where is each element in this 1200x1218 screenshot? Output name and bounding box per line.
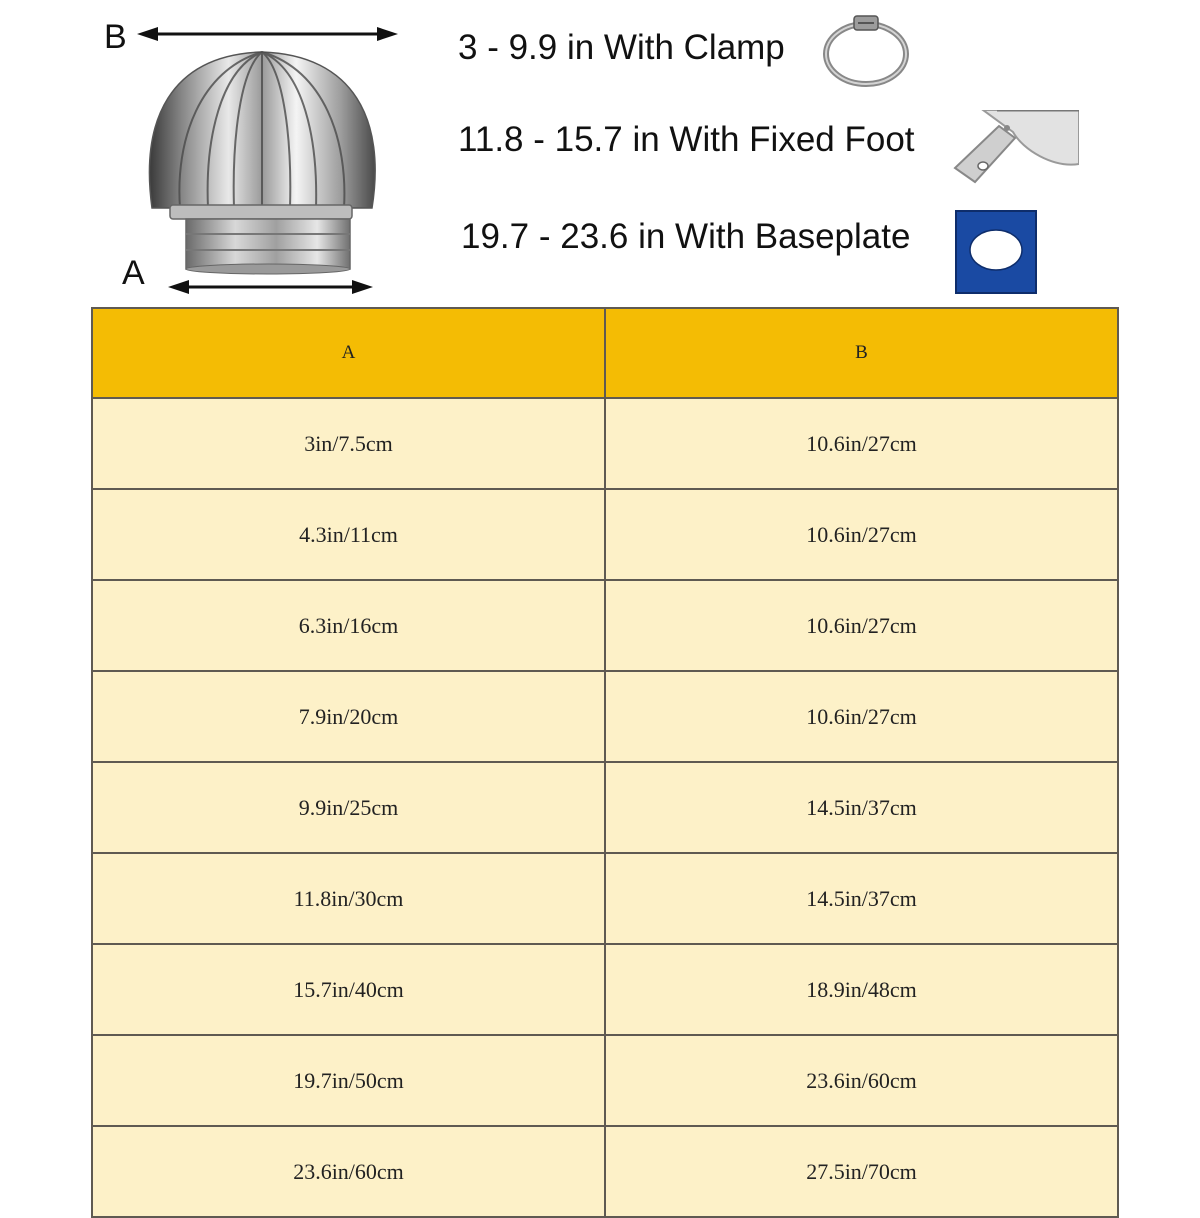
cell-a: 23.6in/60cm [92, 1126, 605, 1217]
option-baseplate-text: 19.7 - 23.6 in With Baseplate [461, 217, 911, 256]
cell-b: 10.6in/27cm [605, 489, 1118, 580]
table-row [92, 1035, 1118, 1126]
cell-b: 18.9in/48cm [605, 944, 1118, 1035]
table-row [92, 1126, 1118, 1217]
cell-a: 3in/7.5cm [92, 398, 605, 489]
option-clamp-text: 3 - 9.9 in With Clamp [458, 28, 785, 67]
table-row [92, 944, 1118, 1035]
dimension-arrow-b [137, 27, 398, 41]
product-header [0, 0, 1200, 305]
column-header-a: A [92, 308, 605, 398]
table-header-row [92, 308, 1118, 398]
chimney-cowl-illustration [0, 0, 420, 305]
cell-a: 9.9in/25cm [92, 762, 605, 853]
dimension-label-a: A [122, 254, 145, 292]
fixed-foot-icon [953, 110, 1079, 186]
cell-a: 15.7in/40cm [92, 944, 605, 1035]
cell-b: 14.5in/37cm [605, 853, 1118, 944]
cell-b: 14.5in/37cm [605, 762, 1118, 853]
cell-a: 4.3in/11cm [92, 489, 605, 580]
table-row [92, 580, 1118, 671]
cell-a: 6.3in/16cm [92, 580, 605, 671]
dimension-label-b: B [104, 18, 127, 56]
cell-b: 10.6in/27cm [605, 671, 1118, 762]
size-table [91, 307, 1119, 1218]
cell-a: 7.9in/20cm [92, 671, 605, 762]
cell-b: 27.5in/70cm [605, 1126, 1118, 1217]
cell-a: 11.8in/30cm [92, 853, 605, 944]
table-row [92, 853, 1118, 944]
table-row [92, 762, 1118, 853]
column-header-b: B [605, 308, 1118, 398]
table-row [92, 489, 1118, 580]
cell-b: 10.6in/27cm [605, 398, 1118, 489]
cell-b: 10.6in/27cm [605, 580, 1118, 671]
cell-a: 19.7in/50cm [92, 1035, 605, 1126]
baseplate-icon [955, 210, 1037, 294]
cell-b: 23.6in/60cm [605, 1035, 1118, 1126]
table-row [92, 398, 1118, 489]
dimension-arrow-a [168, 280, 373, 294]
option-fixed-foot-text: 11.8 - 15.7 in With Fixed Foot [458, 120, 915, 159]
hose-clamp-icon [818, 10, 914, 90]
table-row [92, 671, 1118, 762]
